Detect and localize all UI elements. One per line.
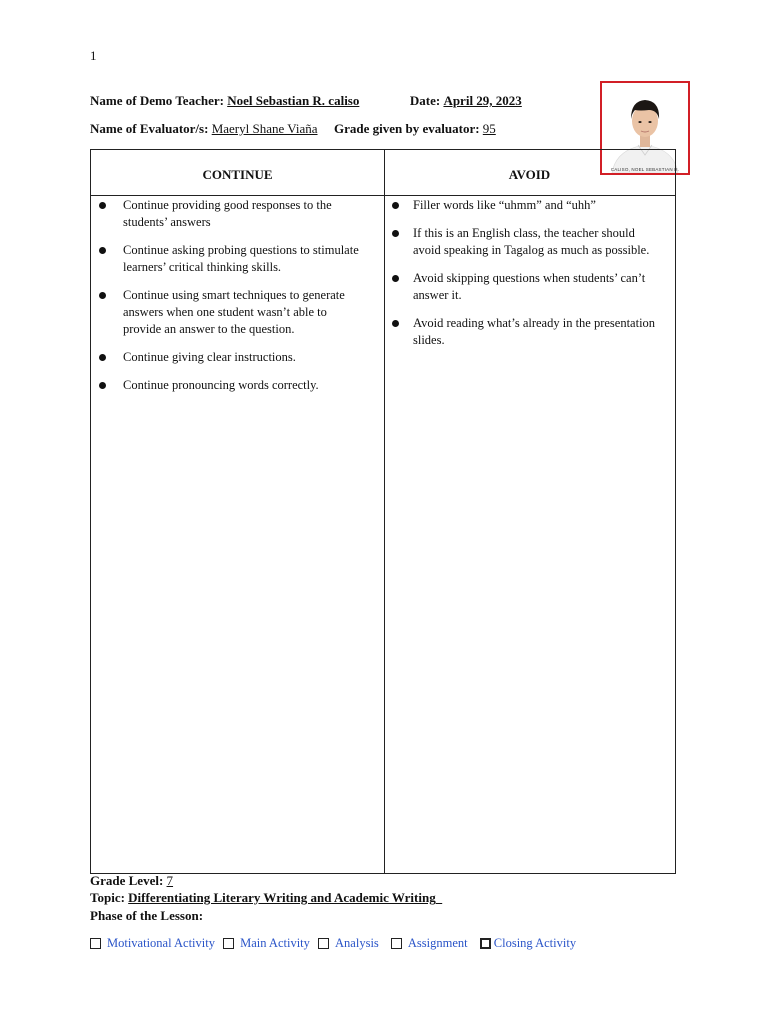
- phase-option-assignment[interactable]: Assignment: [387, 936, 468, 951]
- date-label: Date:: [409, 93, 441, 108]
- bullet-icon: [99, 382, 106, 389]
- bullet-icon: [392, 275, 399, 282]
- list-item: Filler words like “uhmm” and “uhh”: [385, 197, 676, 214]
- page-number: 1: [90, 48, 97, 63]
- phase-label: Phase of the Lesson:: [90, 908, 204, 923]
- bullet-icon: [392, 230, 399, 237]
- phase-option-main[interactable]: Main Activity: [223, 936, 310, 951]
- teacher-name: Noel Sebastian R. caliso: [227, 93, 360, 108]
- list-item: Continue asking probing questions to stimulate learners’ critical thinking skills.: [91, 242, 384, 276]
- teacher-date-line: [90, 93, 522, 109]
- list-item: Continue providing good responses to the students’ answers: [91, 197, 384, 231]
- evaluator-label: Name of Evaluator/s:: [90, 121, 209, 136]
- bullet-icon: [99, 247, 106, 254]
- evaluator-name: Maeryl Shane Viaña: [211, 121, 318, 136]
- grade-label: Grade given by evaluator:: [334, 121, 480, 136]
- phase-option-closing[interactable]: Closing Activity: [476, 936, 576, 951]
- checkbox-icon[interactable]: [223, 938, 234, 949]
- continue-header: CONTINUE: [202, 167, 273, 182]
- list-item: Avoid skipping questions when students’ can’t answer it.: [385, 270, 676, 304]
- topic-label: Topic:: [90, 890, 125, 905]
- bullet-icon: [392, 202, 399, 209]
- list-item: Continue using smart techniques to generate answers when one student wasn’t able to provide an answer to the question.: [91, 287, 384, 338]
- bullet-icon: [392, 320, 399, 327]
- grade-level-value: 7: [166, 873, 174, 888]
- list-item: If this is an English class, the teacher should avoid speaking in Tagalog as much as possible.: [385, 225, 676, 259]
- grade-level-label: Grade Level:: [90, 873, 164, 888]
- phase-option-motivational[interactable]: Motivational Activity: [90, 936, 215, 951]
- topic-line: [90, 890, 442, 906]
- date-value: April 29, 2023: [443, 93, 522, 108]
- grade-level-line: [90, 873, 173, 889]
- teacher-label: Name of Demo Teacher:: [90, 93, 224, 108]
- list-item: Avoid reading what’s already in the presentation slides.: [385, 315, 676, 349]
- photo-caption: CALISO, NOEL SEBASTIAN R.: [610, 167, 680, 172]
- list-item: Continue giving clear instructions.: [91, 349, 384, 366]
- checkbox-icon[interactable]: [480, 938, 491, 949]
- phase-options: [90, 936, 581, 953]
- list-item: Continue pronouncing words correctly.: [91, 377, 384, 394]
- checkbox-icon[interactable]: [391, 938, 402, 949]
- avoid-list: [385, 196, 676, 349]
- continue-list: [91, 196, 384, 394]
- avoid-header: AVOID: [508, 167, 551, 182]
- bullet-icon: [99, 292, 106, 299]
- evaluator-grade-line: [90, 121, 496, 137]
- grade-value: 95: [482, 121, 496, 136]
- phase-option-analysis[interactable]: Analysis: [318, 936, 379, 951]
- bullet-icon: [99, 202, 106, 209]
- evaluation-table: [90, 149, 676, 874]
- checkbox-icon[interactable]: [318, 938, 329, 949]
- topic-value: Differentiating Literary Writing and Academic Writing: [128, 890, 436, 905]
- bullet-icon: [99, 354, 106, 361]
- checkbox-icon[interactable]: [90, 938, 101, 949]
